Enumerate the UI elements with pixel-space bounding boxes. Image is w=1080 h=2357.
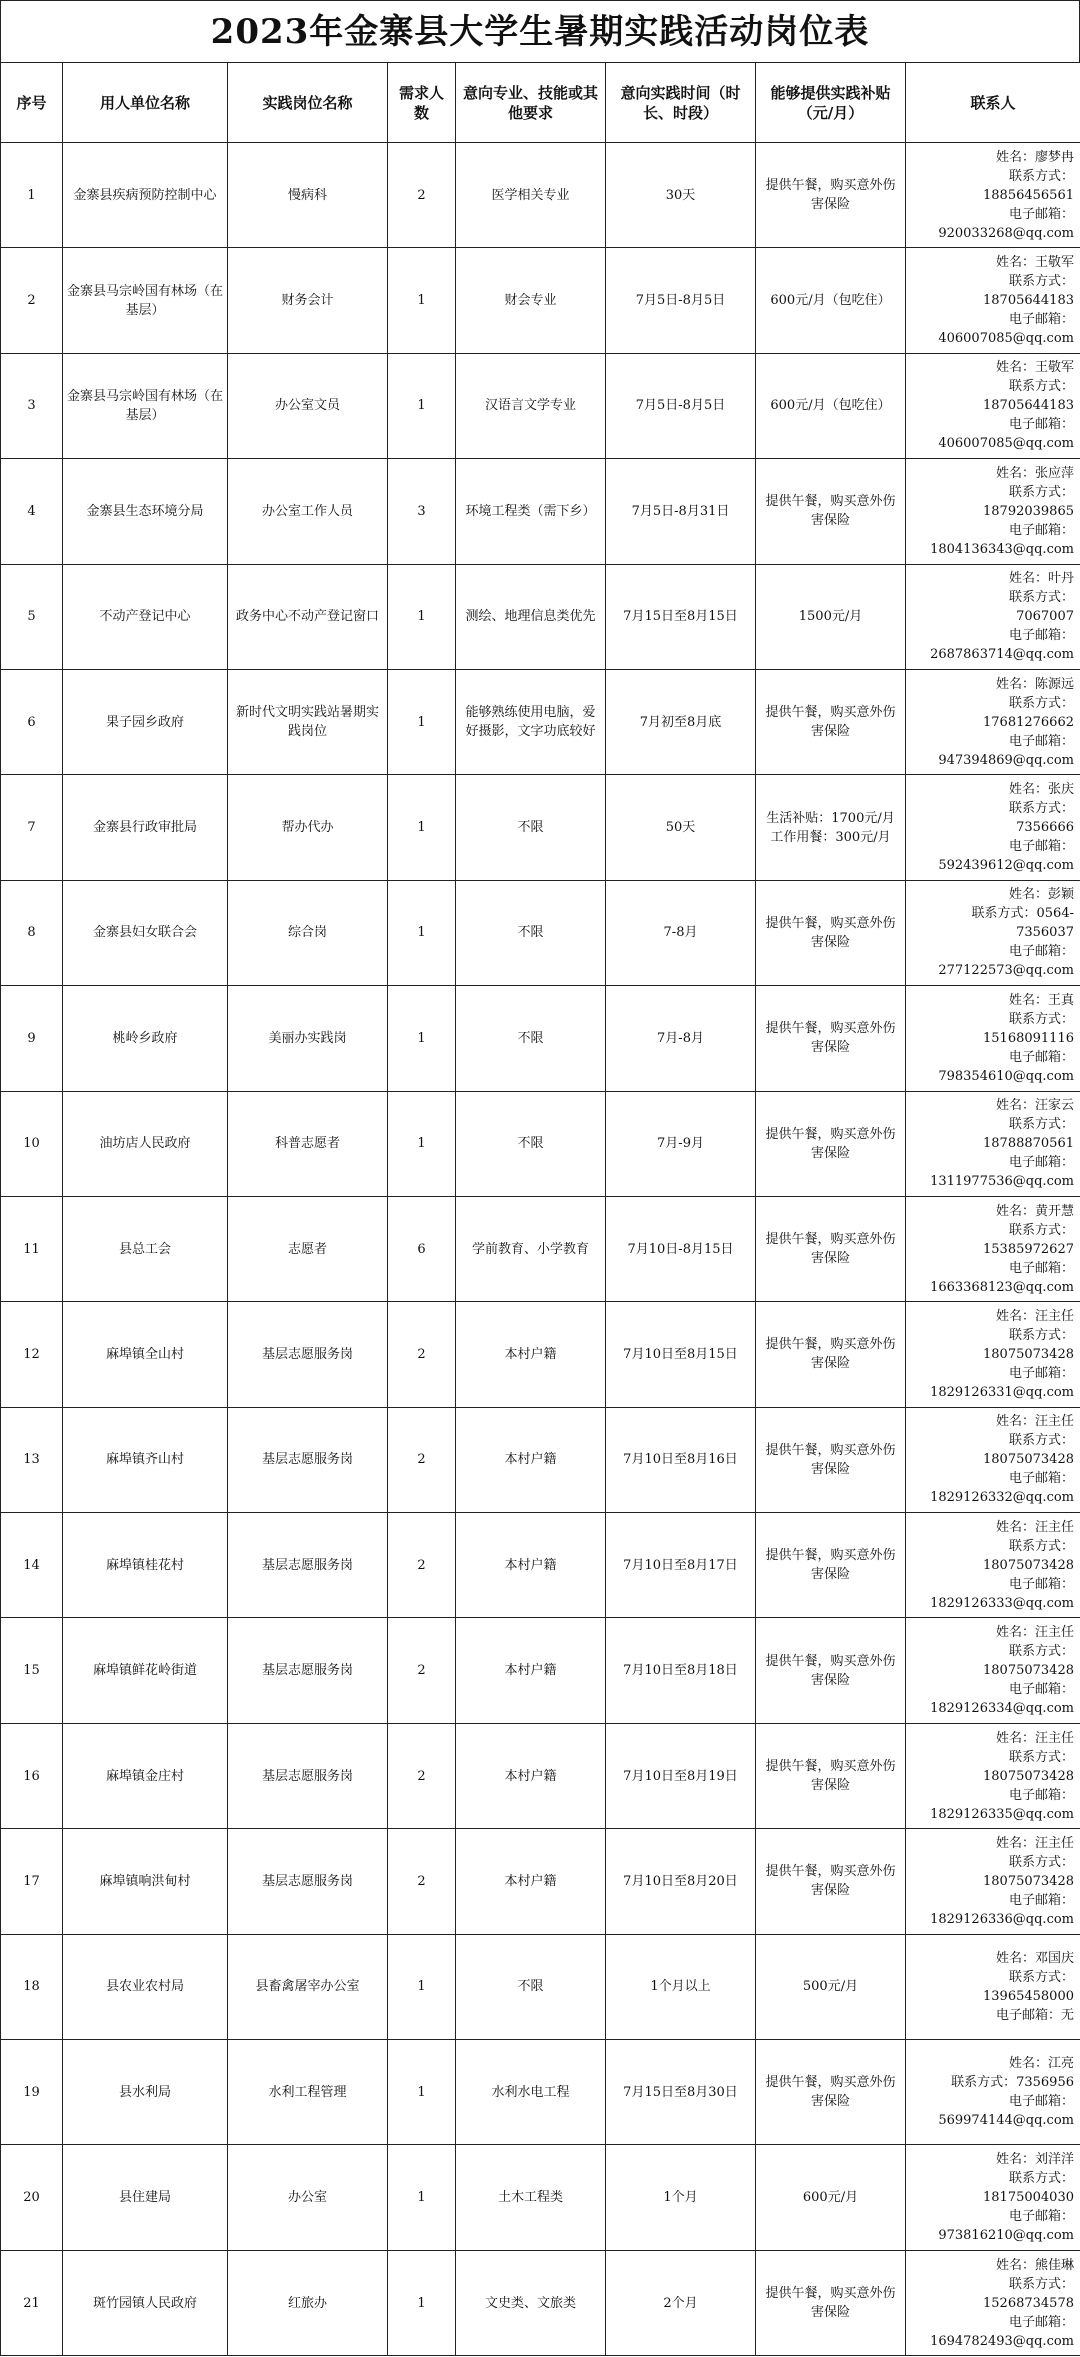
cell-unit: 果子园乡政府 — [63, 669, 228, 774]
cell-post: 基层志愿服务岗 — [228, 1513, 388, 1618]
cell-subsidy: 提供午餐，购买意外伤害保险 — [756, 1723, 906, 1828]
cell-time: 7月10日至8月17日 — [606, 1513, 756, 1618]
cell-post: 基层志愿服务岗 — [228, 1302, 388, 1407]
cell-num: 2 — [388, 1723, 456, 1828]
cell-no: 13 — [1, 1407, 63, 1512]
table-row — [1, 2040, 1080, 2145]
cell-no: 5 — [1, 564, 63, 669]
document-title: 2023年金寨县大学生暑期实践活动岗位表 — [0, 0, 1080, 62]
cell-req: 本村户籍 — [456, 1302, 606, 1407]
cell-post: 水利工程管理 — [228, 2040, 388, 2145]
cell-unit: 斑竹园镇人民政府 — [63, 2250, 228, 2355]
table-row — [1, 986, 1080, 1091]
cell-contact: 姓名：江亮 联系方式：7356956 电子邮箱： 569974144@qq.com — [906, 2040, 1080, 2145]
cell-subsidy: 提供午餐，购买意外伤害保险 — [756, 1196, 906, 1301]
table-row — [1, 1091, 1080, 1196]
table-row — [1, 1302, 1080, 1407]
cell-time: 50天 — [606, 775, 756, 880]
cell-contact: 姓名：汪主任 联系方式： 18075073428 电子邮箱： 1829126332@qq.com — [906, 1407, 1080, 1512]
cell-contact: 姓名：刘洋洋 联系方式： 18175004030 电子邮箱： 973816210@qq.com — [906, 2145, 1080, 2250]
cell-subsidy: 提供午餐，购买意外伤害保险 — [756, 880, 906, 985]
cell-subsidy: 提供午餐，购买意外伤害保险 — [756, 1829, 906, 1934]
cell-post: 办公室文员 — [228, 353, 388, 458]
header-num: 需求人数 — [388, 63, 456, 143]
cell-subsidy: 提供午餐，购买意外伤害保险 — [756, 1407, 906, 1512]
table-row — [1, 1513, 1080, 1618]
cell-subsidy: 600元/月（包吃住） — [756, 353, 906, 458]
cell-subsidy: 提供午餐，购买意外伤害保险 — [756, 1618, 906, 1723]
cell-contact: 姓名：廖梦冉 联系方式： 18856456561 电子邮箱： 920033268@qq.com — [906, 143, 1080, 248]
cell-no: 21 — [1, 2250, 63, 2355]
cell-req: 财会专业 — [456, 248, 606, 353]
cell-post: 综合岗 — [228, 880, 388, 985]
cell-no: 20 — [1, 2145, 63, 2250]
table-row — [1, 669, 1080, 774]
cell-time: 1个月 — [606, 2145, 756, 2250]
cell-req: 土木工程类 — [456, 2145, 606, 2250]
cell-no: 4 — [1, 459, 63, 564]
cell-num: 2 — [388, 1618, 456, 1723]
cell-post: 美丽办实践岗 — [228, 986, 388, 1091]
cell-contact: 姓名：邓国庆 联系方式： 13965458000 电子邮箱：无 — [906, 1934, 1080, 2039]
cell-post: 科普志愿者 — [228, 1091, 388, 1196]
cell-req: 本村户籍 — [456, 1723, 606, 1828]
table-row — [1, 459, 1080, 564]
cell-post: 基层志愿服务岗 — [228, 1407, 388, 1512]
cell-post: 基层志愿服务岗 — [228, 1829, 388, 1934]
cell-req: 不限 — [456, 775, 606, 880]
cell-num: 2 — [388, 143, 456, 248]
cell-subsidy: 提供午餐，购买意外伤害保险 — [756, 1513, 906, 1618]
cell-post: 基层志愿服务岗 — [228, 1618, 388, 1723]
header-contact: 联系人 — [906, 63, 1080, 143]
cell-unit: 金寨县妇女联合会 — [63, 880, 228, 985]
cell-time: 7月10日至8月16日 — [606, 1407, 756, 1512]
cell-contact: 姓名：汪主任 联系方式： 18075073428 电子邮箱： 1829126335@qq.com — [906, 1723, 1080, 1828]
cell-contact: 姓名：汪主任 联系方式： 18075073428 电子邮箱： 1829126333@qq.com — [906, 1513, 1080, 1618]
cell-req: 水利水电工程 — [456, 2040, 606, 2145]
cell-no: 7 — [1, 775, 63, 880]
cell-unit: 麻埠镇响洪甸村 — [63, 1829, 228, 1934]
cell-num: 6 — [388, 1196, 456, 1301]
cell-req: 不限 — [456, 1934, 606, 2039]
table-row — [1, 1829, 1080, 1934]
header-time: 意向实践时间（时长、时段） — [606, 63, 756, 143]
cell-num: 1 — [388, 248, 456, 353]
cell-post: 慢病科 — [228, 143, 388, 248]
cell-time: 1个月以上 — [606, 1934, 756, 2039]
cell-no: 9 — [1, 986, 63, 1091]
cell-unit: 麻埠镇鲜花岭街道 — [63, 1618, 228, 1723]
table-row — [1, 143, 1080, 248]
cell-time: 7月初至8月底 — [606, 669, 756, 774]
cell-contact: 姓名：汪主任 联系方式： 18075073428 电子邮箱： 1829126331@qq.com — [906, 1302, 1080, 1407]
cell-req: 本村户籍 — [456, 1829, 606, 1934]
cell-contact: 姓名：叶丹 联系方式： 7067007 电子邮箱： 2687863714@qq.com — [906, 564, 1080, 669]
cell-req: 本村户籍 — [456, 1513, 606, 1618]
cell-no: 11 — [1, 1196, 63, 1301]
positions-table — [0, 62, 1080, 2356]
cell-unit: 金寨县疾病预防控制中心 — [63, 143, 228, 248]
cell-unit: 麻埠镇齐山村 — [63, 1407, 228, 1512]
cell-no: 10 — [1, 1091, 63, 1196]
cell-contact: 姓名：汪家云 联系方式： 18788870561 电子邮箱： 1311977536@qq.com — [906, 1091, 1080, 1196]
cell-time: 7月15日至8月30日 — [606, 2040, 756, 2145]
cell-subsidy: 提供午餐，购买意外伤害保险 — [756, 986, 906, 1091]
cell-no: 15 — [1, 1618, 63, 1723]
cell-no: 17 — [1, 1829, 63, 1934]
cell-subsidy: 生活补贴：1700元/月工作用餐：300元/月 — [756, 775, 906, 880]
cell-time: 2个月 — [606, 2250, 756, 2355]
cell-contact: 姓名：陈源远 联系方式： 17681276662 电子邮箱： 947394869@qq.com — [906, 669, 1080, 774]
cell-subsidy: 600元/月（包吃住） — [756, 248, 906, 353]
cell-num: 1 — [388, 353, 456, 458]
table-row — [1, 1618, 1080, 1723]
cell-num: 1 — [388, 2145, 456, 2250]
cell-unit: 金寨县行政审批局 — [63, 775, 228, 880]
cell-unit: 金寨县马宗岭国有林场（在基层） — [63, 248, 228, 353]
cell-post: 新时代文明实践站暑期实践岗位 — [228, 669, 388, 774]
table-row — [1, 2145, 1080, 2250]
cell-no: 3 — [1, 353, 63, 458]
cell-contact: 姓名：汪主任 联系方式： 18075073428 电子邮箱： 1829126334@qq.com — [906, 1618, 1080, 1723]
cell-req: 学前教育、小学教育 — [456, 1196, 606, 1301]
cell-num: 1 — [388, 1934, 456, 2039]
cell-unit: 县总工会 — [63, 1196, 228, 1301]
cell-req: 测绘、地理信息类优先 — [456, 564, 606, 669]
header-req: 意向专业、技能或其他要求 — [456, 63, 606, 143]
cell-contact: 姓名：汪主任 联系方式： 18075073428 电子邮箱： 1829126336@qq.com — [906, 1829, 1080, 1934]
cell-req: 本村户籍 — [456, 1407, 606, 1512]
cell-post: 办公室工作人员 — [228, 459, 388, 564]
cell-unit: 油坊店人民政府 — [63, 1091, 228, 1196]
cell-num: 3 — [388, 459, 456, 564]
cell-subsidy: 500元/月 — [756, 1934, 906, 2039]
table-row — [1, 248, 1080, 353]
cell-time: 7月5日-8月5日 — [606, 353, 756, 458]
cell-subsidy: 600元/月 — [756, 2145, 906, 2250]
header-row — [1, 63, 1080, 143]
cell-contact: 姓名：黄开慧 联系方式： 15385972627 电子邮箱： 1663368123@qq.com — [906, 1196, 1080, 1301]
cell-subsidy: 1500元/月 — [756, 564, 906, 669]
table-row — [1, 2250, 1080, 2355]
cell-num: 2 — [388, 1302, 456, 1407]
cell-num: 1 — [388, 2250, 456, 2355]
cell-time: 7月10日至8月15日 — [606, 1302, 756, 1407]
cell-num: 2 — [388, 1513, 456, 1618]
cell-no: 8 — [1, 880, 63, 985]
cell-unit: 麻埠镇金庄村 — [63, 1723, 228, 1828]
cell-no: 1 — [1, 143, 63, 248]
cell-time: 7-8月 — [606, 880, 756, 985]
cell-unit: 麻埠镇桂花村 — [63, 1513, 228, 1618]
cell-contact: 姓名：张应萍 联系方式： 18792039865 电子邮箱： 1804136343@qq.com — [906, 459, 1080, 564]
cell-time: 30天 — [606, 143, 756, 248]
cell-time: 7月-8月 — [606, 986, 756, 1091]
cell-req: 文史类、文旅类 — [456, 2250, 606, 2355]
cell-unit: 不动产登记中心 — [63, 564, 228, 669]
cell-contact: 姓名：王敬军 联系方式： 18705644183 电子邮箱： 406007085@qq.com — [906, 353, 1080, 458]
table-row — [1, 1934, 1080, 2039]
header-subsidy: 能够提供实践补贴（元/月） — [756, 63, 906, 143]
cell-unit: 麻埠镇全山村 — [63, 1302, 228, 1407]
cell-no: 19 — [1, 2040, 63, 2145]
cell-unit: 县水利局 — [63, 2040, 228, 2145]
cell-num: 1 — [388, 564, 456, 669]
cell-subsidy: 提供午餐，购买意外伤害保险 — [756, 143, 906, 248]
cell-unit: 县住建局 — [63, 2145, 228, 2250]
cell-time: 7月10日至8月18日 — [606, 1618, 756, 1723]
cell-subsidy: 提供午餐，购买意外伤害保险 — [756, 459, 906, 564]
cell-no: 12 — [1, 1302, 63, 1407]
header-unit: 用人单位名称 — [63, 63, 228, 143]
cell-req: 本村户籍 — [456, 1618, 606, 1723]
cell-post: 政务中心不动产登记窗口 — [228, 564, 388, 669]
cell-no: 14 — [1, 1513, 63, 1618]
cell-unit: 金寨县生态环境分局 — [63, 459, 228, 564]
table-row — [1, 1196, 1080, 1301]
cell-num: 2 — [388, 1407, 456, 1512]
cell-req: 能够熟练使用电脑，爱好摄影，文字功底较好 — [456, 669, 606, 774]
cell-req: 汉语言文学专业 — [456, 353, 606, 458]
cell-contact: 姓名：王敬军 联系方式： 18705644183 电子邮箱： 406007085@qq.com — [906, 248, 1080, 353]
cell-req: 不限 — [456, 986, 606, 1091]
cell-time: 7月10日至8月19日 — [606, 1723, 756, 1828]
cell-req: 环境工程类（需下乡） — [456, 459, 606, 564]
cell-post: 基层志愿服务岗 — [228, 1723, 388, 1828]
cell-contact: 姓名：熊佳琳 联系方式： 15268734578 电子邮箱： 1694782493@qq.com — [906, 2250, 1080, 2355]
cell-subsidy: 提供午餐，购买意外伤害保险 — [756, 1091, 906, 1196]
cell-no: 18 — [1, 1934, 63, 2039]
cell-subsidy: 提供午餐，购买意外伤害保险 — [756, 2040, 906, 2145]
cell-contact: 姓名：王真 联系方式： 15168091116 电子邮箱： 798354610@qq.com — [906, 986, 1080, 1091]
cell-time: 7月10日-8月15日 — [606, 1196, 756, 1301]
table-row — [1, 1407, 1080, 1512]
cell-post: 财务会计 — [228, 248, 388, 353]
cell-post: 红旅办 — [228, 2250, 388, 2355]
cell-num: 1 — [388, 2040, 456, 2145]
cell-post: 县畜禽屠宰办公室 — [228, 1934, 388, 2039]
cell-unit: 桃岭乡政府 — [63, 986, 228, 1091]
cell-contact: 姓名：张庆 联系方式： 7356666 电子邮箱： 592439612@qq.com — [906, 775, 1080, 880]
cell-post: 志愿者 — [228, 1196, 388, 1301]
cell-no: 2 — [1, 248, 63, 353]
cell-req: 不限 — [456, 880, 606, 985]
cell-time: 7月5日-8月31日 — [606, 459, 756, 564]
table-row — [1, 775, 1080, 880]
cell-unit: 县农业农村局 — [63, 1934, 228, 2039]
cell-num: 1 — [388, 669, 456, 774]
cell-no: 16 — [1, 1723, 63, 1828]
cell-time: 7月5日-8月5日 — [606, 248, 756, 353]
table-row — [1, 880, 1080, 985]
table-row — [1, 564, 1080, 669]
cell-num: 1 — [388, 986, 456, 1091]
cell-no: 6 — [1, 669, 63, 774]
table-row — [1, 353, 1080, 458]
cell-num: 1 — [388, 1091, 456, 1196]
header-no: 序号 — [1, 63, 63, 143]
table-row — [1, 1723, 1080, 1828]
header-post: 实践岗位名称 — [228, 63, 388, 143]
cell-contact: 姓名：彭颖 联系方式：0564- 7356037 电子邮箱： 277122573@qq.com — [906, 880, 1080, 985]
cell-subsidy: 提供午餐，购买意外伤害保险 — [756, 2250, 906, 2355]
cell-req: 不限 — [456, 1091, 606, 1196]
cell-subsidy: 提供午餐，购买意外伤害保险 — [756, 669, 906, 774]
cell-time: 7月10日至8月20日 — [606, 1829, 756, 1934]
cell-num: 1 — [388, 880, 456, 985]
cell-post: 帮办代办 — [228, 775, 388, 880]
cell-subsidy: 提供午餐，购买意外伤害保险 — [756, 1302, 906, 1407]
cell-num: 1 — [388, 775, 456, 880]
cell-req: 医学相关专业 — [456, 143, 606, 248]
cell-unit: 金寨县马宗岭国有林场（在基层） — [63, 353, 228, 458]
cell-time: 7月15日至8月15日 — [606, 564, 756, 669]
cell-post: 办公室 — [228, 2145, 388, 2250]
cell-num: 2 — [388, 1829, 456, 1934]
cell-time: 7月-9月 — [606, 1091, 756, 1196]
